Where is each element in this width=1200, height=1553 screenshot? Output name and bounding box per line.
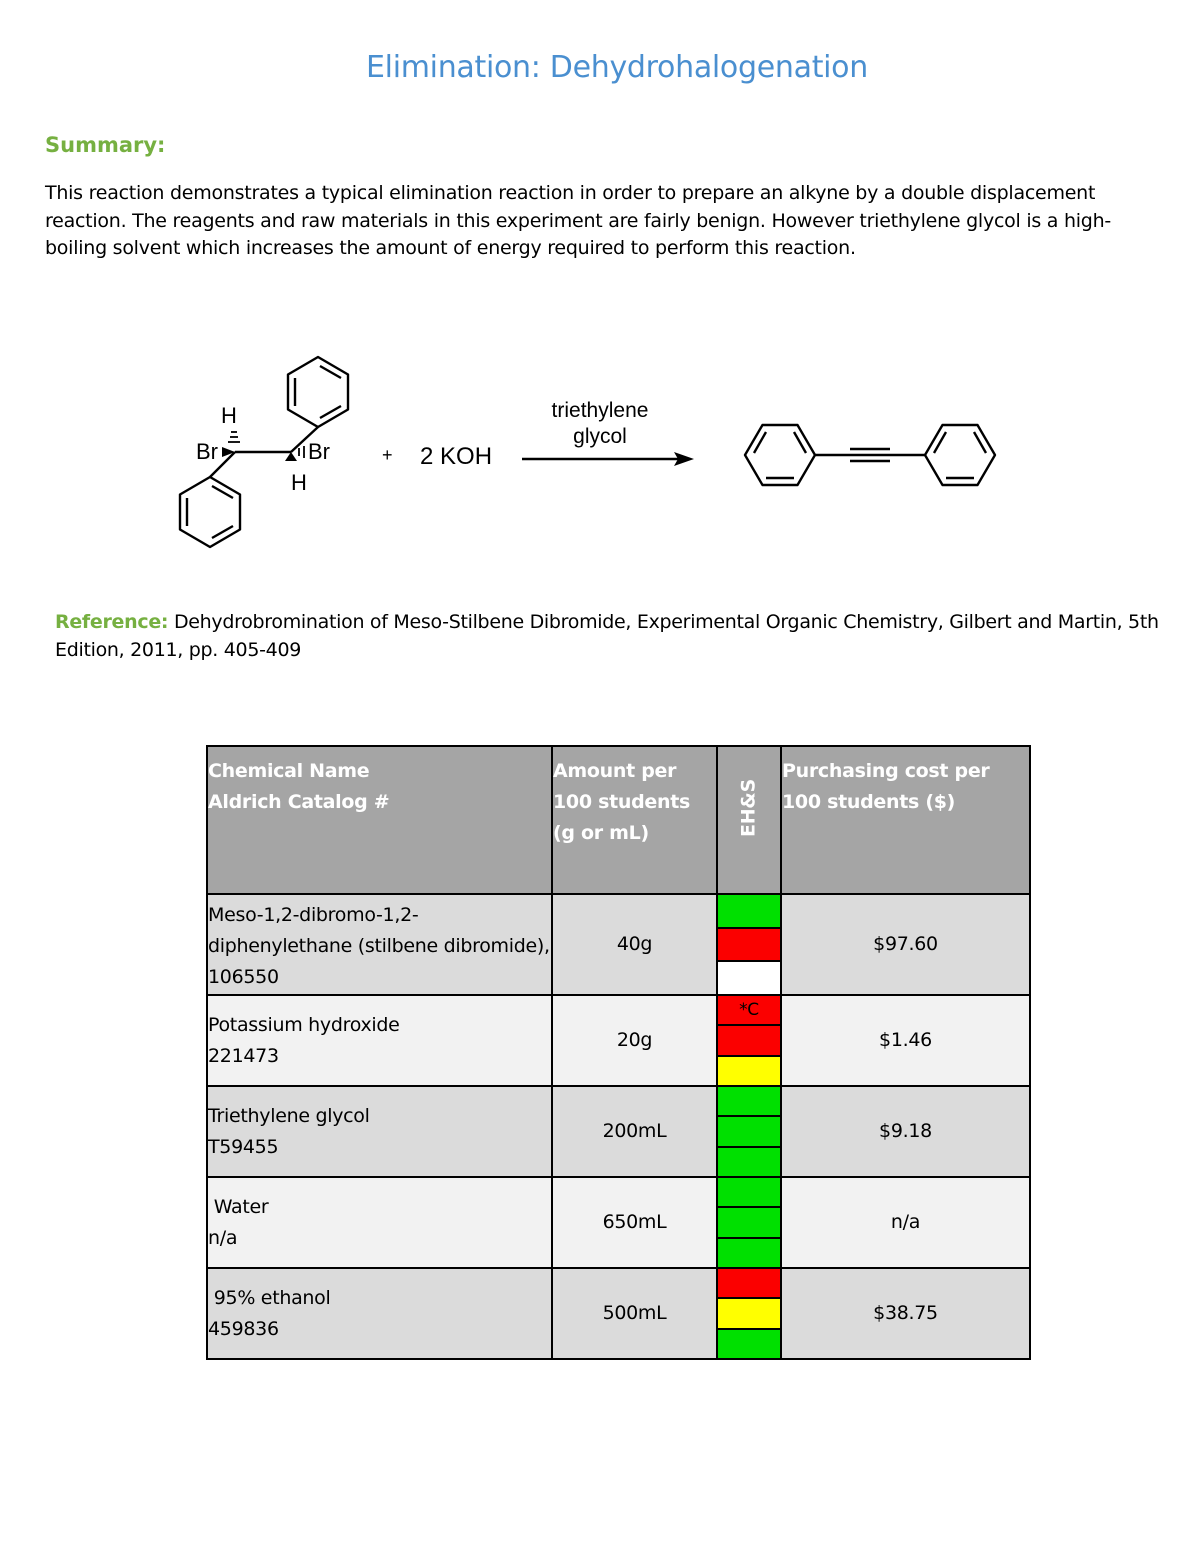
amount-cell: 650mL	[552, 1177, 717, 1268]
ehs-safety-bar	[718, 929, 780, 963]
ehs-cell	[717, 995, 781, 1086]
page-title: Elimination: Dehydrohalogenation	[366, 50, 868, 85]
table-row	[207, 1177, 1030, 1268]
h-top-label: H	[221, 403, 237, 428]
ehs-safety-bar	[718, 1117, 780, 1147]
ehs-health-bar	[718, 1178, 780, 1208]
ehs-cell	[717, 1177, 781, 1268]
chemical-name-cell: Water n/a	[207, 1177, 552, 1268]
amount-cell: 200mL	[552, 1086, 717, 1177]
amount-cell: 20g	[552, 995, 717, 1086]
ehs-environment-bar	[718, 1057, 780, 1085]
cost-cell: $97.60	[781, 894, 1030, 995]
ehs-cell	[717, 894, 781, 995]
reagent-koh: 2 KOH	[420, 443, 493, 470]
solvent-line1: triethylene	[551, 399, 649, 422]
amount-cell: 40g	[552, 894, 717, 995]
ehs-safety-bar	[718, 1026, 780, 1056]
summary-text: This reaction demonstrates a typical elimination reaction in order to prepare an alkyne by a double displacement reaction. The reagents and raw materials in this experiment are fairly benign. However triethylene glycol is a high-boiling solvent which increases the amount of energy required to perform this reaction.	[45, 182, 1112, 259]
phenyl-ring-bottom	[180, 477, 240, 547]
br-left-label: Br	[196, 439, 218, 464]
chemical-name-cell: Triethylene glycol T59455	[207, 1086, 552, 1177]
ehs-environment-bar	[718, 1330, 780, 1358]
table-row	[207, 1268, 1030, 1359]
ehs-cell	[717, 1086, 781, 1177]
ehs-health-bar	[718, 1269, 780, 1299]
ehs-health-bar	[718, 1087, 780, 1117]
phenyl-ring-top	[288, 357, 348, 427]
header-amount: Amount per 100 students (g or mL)	[552, 746, 717, 894]
header-chemical-name: Chemical Name Aldrich Catalog #	[207, 746, 552, 894]
corrosive-note: *C	[739, 1000, 759, 1021]
reference-label: Reference:	[55, 611, 169, 633]
chemical-name-cell: Potassium hydroxide 221473	[207, 995, 552, 1086]
amount-cell: 500mL	[552, 1268, 717, 1359]
summary-heading: Summary:	[45, 133, 166, 157]
header-cost: Purchasing cost per 100 students ($)	[781, 746, 1030, 894]
ehs-safety-bar	[718, 1208, 780, 1238]
header-ehs: EH&S	[717, 746, 781, 894]
chemical-name-cell: 95% ethanol 459836	[207, 1268, 552, 1359]
table-row	[207, 995, 1030, 1086]
cost-cell: $1.46	[781, 995, 1030, 1086]
cost-cell: $38.75	[781, 1268, 1030, 1359]
chemicals-table	[206, 745, 1031, 1360]
ehs-health-bar	[718, 895, 780, 929]
reference-text: Dehydrobromination of Meso-Stilbene Dibromide, Experimental Organic Chemistry, Gilbert and Martin, 5th Edition, 2011, pp. 405-409	[55, 611, 1159, 661]
ehs-cell	[717, 1268, 781, 1359]
ehs-environment-bar	[718, 962, 780, 994]
cost-cell: $9.18	[781, 1086, 1030, 1177]
h-bottom-label: H	[291, 470, 307, 495]
ehs-environment-bar	[718, 1239, 780, 1267]
solvent-line2: glycol	[573, 425, 627, 448]
ehs-environment-bar	[718, 1148, 780, 1176]
table-header-row	[207, 746, 1030, 894]
table-row	[207, 1086, 1030, 1177]
cost-cell: n/a	[781, 1177, 1030, 1268]
plus-sign: +	[382, 445, 393, 465]
table-row	[207, 894, 1030, 995]
chemical-name-cell: Meso-1,2-dibromo-1,2-diphenylethane (stilbene dibromide), 106550	[207, 894, 552, 995]
reference	[55, 608, 1175, 664]
product-ring-right	[925, 425, 995, 485]
ehs-safety-bar	[718, 1299, 780, 1329]
ehs-health-bar	[718, 996, 780, 1026]
br-right-label: Br	[308, 439, 330, 464]
product-ring-left	[745, 425, 815, 485]
reaction-scheme	[160, 340, 1020, 560]
